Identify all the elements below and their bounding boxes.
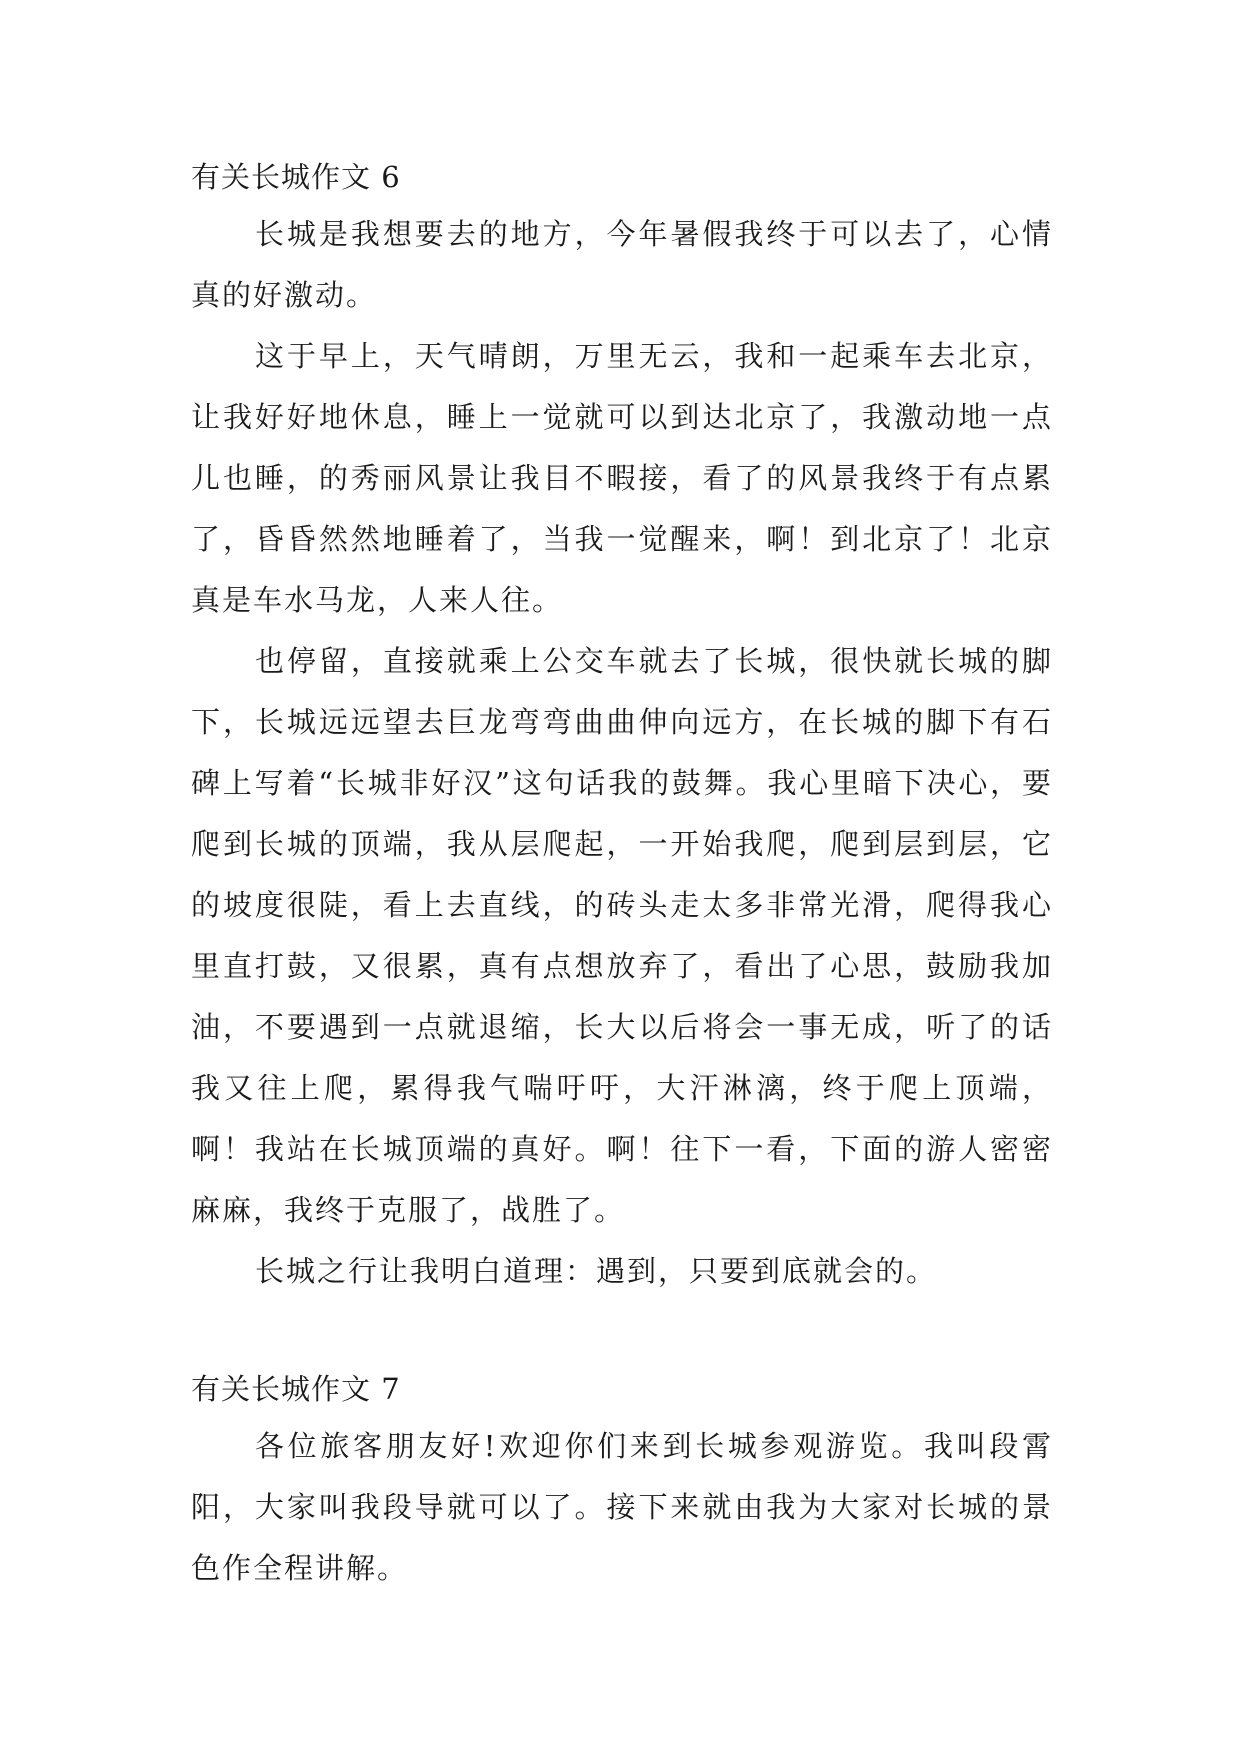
paragraph: 各位旅客朋友好!欢迎你们来到长城参观游览。我叫段霄阳，大家叫我段导就可以了。接下来就由我为大家对长城的景色作全程讲解。: [191, 1429, 1053, 1585]
section-title-6: 有关长城作文 6: [191, 160, 401, 194]
document-body: [191, 150, 1053, 1599]
section-spacer: [191, 1302, 1053, 1362]
section-title-7: 有关长城作文 7: [191, 1372, 401, 1406]
paragraph: 长城之行让我明白道理：遇到，只要到底就会的。: [255, 1254, 938, 1288]
paragraph: 这于早上，天气晴朗，万里无云，我和一起乘车去北京，让我好好地休息，睡上一觉就可以到达北京了，我激动地一点儿也睡，的秀丽风景让我目不暇接，看了的风景我终于有点累了，昏昏然然地睡着了，当我一觉醒来，啊！到北京了！北京真是车水马龙，人来人往。: [191, 339, 1053, 617]
paragraph: 也停留，直接就乘上公交车就去了长城，很快就长城的脚下，长城远远望去巨龙弯弯曲曲伸向远方，在长城的脚下有石碑上写着“长城非好汉”这句话我的鼓舞。我心里暗下决心，要爬到长城的顶端，我从层爬起，一开始我爬，爬到层到层，它的坡度很陡，看上去直线，的砖头走太多非常光滑，爬得我心里直打鼓，又很累，真有点想放弃了，看出了心思，鼓励我加油，不要遇到一点就退缩，长大以后将会一事无成，听了的话我又往上爬，累得我气喘吁吁，大汗淋漓，终于爬上顶端，啊！我站在长城顶端的真好。啊！往下一看，下面的游人密密麻麻，我终于克服了，战胜了。: [191, 644, 1053, 1227]
paragraph: 长城是我想要去的地方，今年暑假我终于可以去了，心情真的好激动。: [191, 217, 1053, 312]
